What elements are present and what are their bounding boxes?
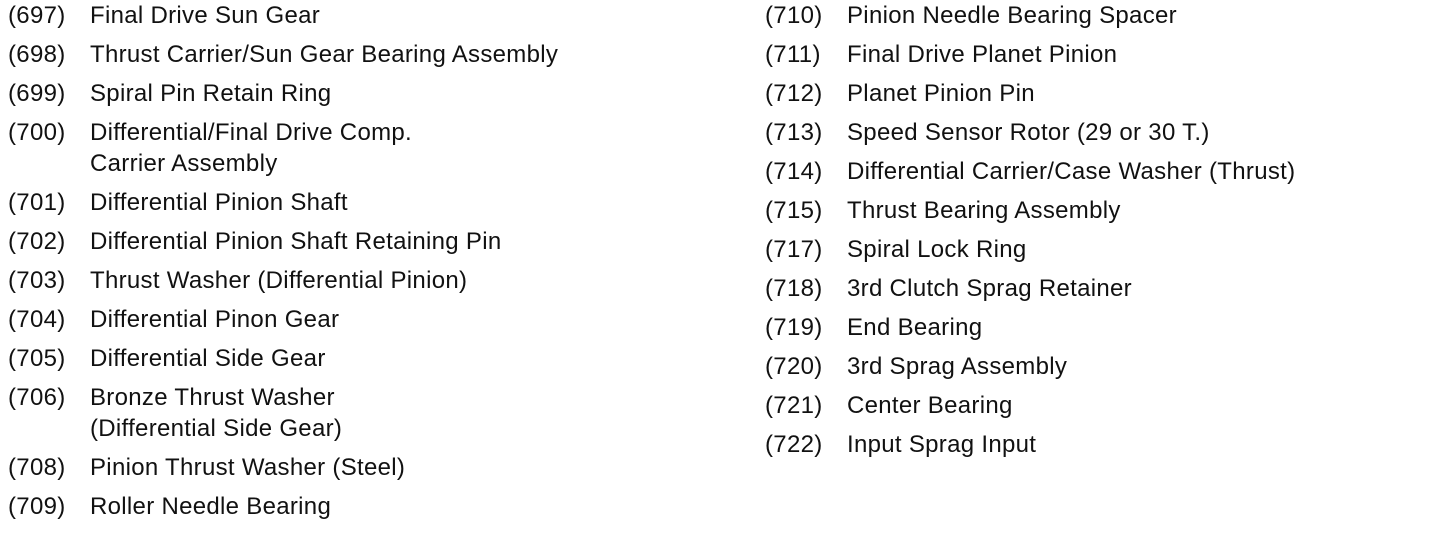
part-description-line: Thrust Bearing Assembly — [847, 197, 1121, 224]
parts-list-item — [765, 429, 1435, 460]
part-description-line: Differential Side Gear — [90, 345, 326, 372]
part-description-line: 3rd Sprag Assembly — [847, 353, 1068, 380]
part-number: (709) — [8, 493, 66, 520]
part-description — [847, 234, 1027, 265]
part-description — [847, 351, 1067, 382]
parts-list-left-column — [8, 0, 708, 522]
part-description — [847, 78, 1035, 109]
parts-list-item — [8, 452, 708, 483]
row-spacer — [765, 31, 1435, 39]
row-spacer — [765, 109, 1435, 117]
part-number: (718) — [765, 275, 823, 302]
part-number: (698) — [8, 41, 66, 68]
row-spacer — [8, 374, 708, 382]
part-description — [90, 226, 502, 257]
parts-list-item — [765, 78, 1435, 109]
row-spacer — [765, 304, 1435, 312]
part-number: (719) — [765, 314, 823, 341]
part-number: (699) — [8, 80, 66, 107]
row-spacer — [8, 444, 708, 452]
part-number: (708) — [8, 454, 66, 481]
part-description — [847, 312, 982, 343]
parts-list-item — [8, 39, 708, 70]
part-number: (705) — [8, 345, 66, 372]
part-description-line: Center Bearing — [847, 392, 1013, 419]
part-description — [90, 452, 405, 483]
part-description — [847, 429, 1036, 460]
part-description — [90, 491, 331, 522]
part-description-line: Roller Needle Bearing — [90, 493, 332, 520]
part-description-line: Final Drive Planet Pinion — [847, 41, 1118, 68]
row-spacer — [765, 265, 1435, 273]
parts-list-item — [765, 195, 1435, 226]
part-description — [90, 187, 348, 218]
part-description-line: Planet Pinion Pin — [847, 80, 1035, 107]
part-description-line: Speed Sensor Rotor (29 or 30 T.) — [847, 119, 1210, 146]
part-description-line: Differential Pinion Shaft — [90, 189, 348, 216]
part-number: (714) — [765, 158, 823, 185]
part-description-line: (Differential Side Gear) — [90, 415, 343, 442]
part-description-line: Differential Carrier/Case Washer (Thrust) — [847, 158, 1296, 185]
row-spacer — [765, 70, 1435, 78]
row-spacer — [8, 109, 708, 117]
parts-list-item — [765, 39, 1435, 70]
parts-list-item — [765, 312, 1435, 343]
part-number: (713) — [765, 119, 823, 146]
part-description — [847, 156, 1295, 187]
part-number: (711) — [765, 41, 821, 68]
part-description-line: Differential/Final Drive Comp. — [90, 119, 412, 146]
part-description — [847, 117, 1210, 148]
part-description — [90, 265, 467, 296]
part-description — [847, 390, 1013, 421]
part-description — [90, 382, 342, 444]
parts-list-item — [765, 234, 1435, 265]
parts-list-item — [8, 78, 708, 109]
row-spacer — [8, 483, 708, 491]
part-description-line: Final Drive Sun Gear — [90, 2, 321, 29]
part-number: (703) — [8, 267, 66, 294]
part-description-line: Pinion Thrust Washer (Steel) — [90, 454, 406, 481]
part-description — [90, 117, 412, 179]
row-spacer — [8, 179, 708, 187]
parts-list-item — [765, 0, 1435, 31]
part-description-line: Thrust Washer (Differential Pinion) — [90, 267, 468, 294]
part-description-line: Input Sprag Input — [847, 431, 1037, 458]
part-description-line: Bronze Thrust Washer — [90, 384, 335, 411]
parts-list-item — [8, 187, 708, 218]
part-number: (706) — [8, 384, 66, 411]
row-spacer — [765, 343, 1435, 351]
part-description-line: Carrier Assembly — [90, 150, 278, 177]
row-spacer — [765, 148, 1435, 156]
parts-list-item — [765, 390, 1435, 421]
part-description-line: Differential Pinion Shaft Retaining Pin — [90, 228, 502, 255]
part-number: (720) — [765, 353, 823, 380]
part-number: (721) — [765, 392, 823, 419]
row-spacer — [765, 382, 1435, 390]
row-spacer — [8, 257, 708, 265]
part-number: (697) — [8, 2, 66, 29]
row-spacer — [8, 31, 708, 39]
parts-list-item — [8, 382, 708, 444]
row-spacer — [8, 218, 708, 226]
part-description-line: Spiral Pin Retain Ring — [90, 80, 332, 107]
parts-list-item — [8, 226, 708, 257]
part-description — [90, 343, 326, 374]
part-number: (701) — [8, 189, 66, 216]
part-description — [90, 78, 331, 109]
part-number: (700) — [8, 119, 66, 146]
part-description — [90, 304, 339, 335]
row-spacer — [765, 421, 1435, 429]
part-description — [847, 39, 1117, 70]
part-description-line: Differential Pinon Gear — [90, 306, 340, 333]
parts-list-item — [765, 351, 1435, 382]
row-spacer — [8, 335, 708, 343]
parts-list-right-column — [765, 0, 1435, 460]
part-number: (712) — [765, 80, 823, 107]
row-spacer — [765, 187, 1435, 195]
parts-list-item — [8, 265, 708, 296]
parts-list-item — [765, 156, 1435, 187]
part-description — [90, 39, 558, 70]
row-spacer — [8, 296, 708, 304]
part-description-line: 3rd Clutch Sprag Retainer — [847, 275, 1132, 302]
part-description-line: Pinion Needle Bearing Spacer — [847, 2, 1177, 29]
parts-list-item — [8, 343, 708, 374]
part-description — [847, 273, 1132, 304]
parts-list-item — [765, 117, 1435, 148]
parts-list-item — [765, 273, 1435, 304]
parts-list-item — [8, 117, 708, 179]
part-number: (702) — [8, 228, 66, 255]
part-description-line: Spiral Lock Ring — [847, 236, 1027, 263]
part-number: (715) — [765, 197, 823, 224]
row-spacer — [765, 226, 1435, 234]
part-description — [847, 195, 1121, 226]
parts-list-item — [8, 0, 708, 31]
part-number: (722) — [765, 431, 823, 458]
part-number: (717) — [765, 236, 823, 263]
part-number: (704) — [8, 306, 66, 333]
part-description-line: Thrust Carrier/Sun Gear Bearing Assembly — [90, 41, 559, 68]
part-number: (710) — [765, 2, 823, 29]
parts-list-item — [8, 304, 708, 335]
part-description-line: End Bearing — [847, 314, 983, 341]
row-spacer — [8, 70, 708, 78]
part-description — [847, 0, 1177, 31]
parts-list-item — [8, 491, 708, 522]
part-description — [90, 0, 320, 31]
